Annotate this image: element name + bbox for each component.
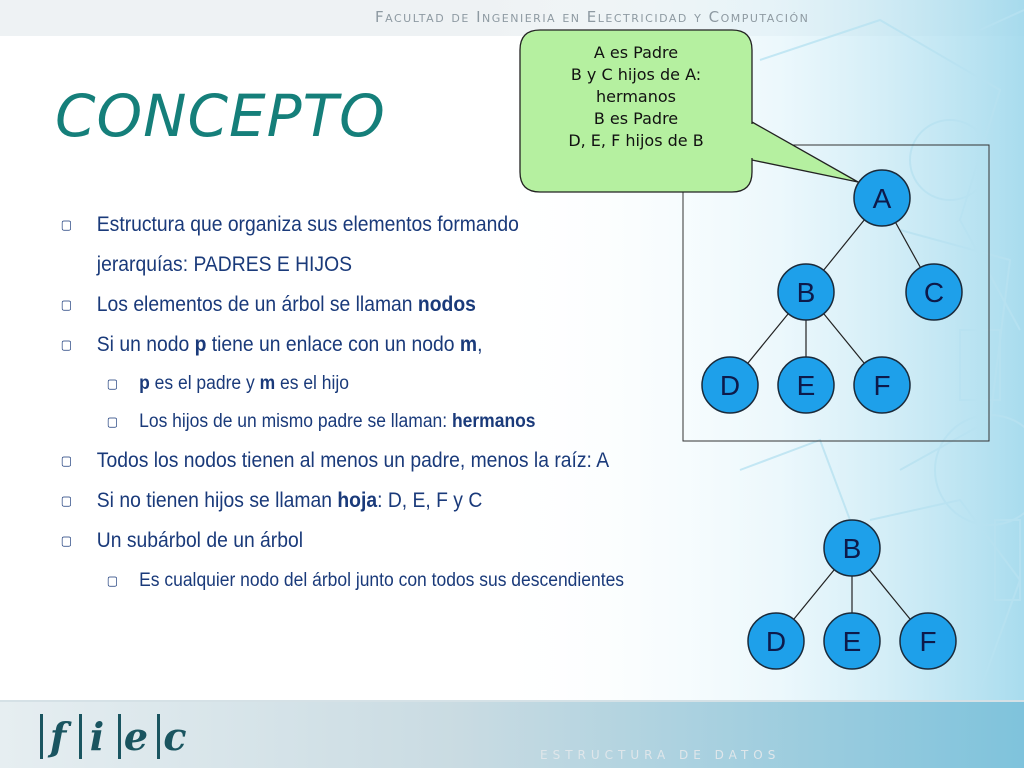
bold-term: hoja [337, 489, 378, 512]
text-run: Estructura que organiza sus elementos formando jerarquías: PADRES E HIJOS [96, 213, 519, 276]
callout-line: A es Padre [593, 43, 679, 62]
bullet-item [60, 325, 686, 365]
logo-letter: e [118, 714, 153, 759]
callout-line: B y C hijos de A: [570, 65, 702, 84]
text-run: es el hijo [275, 373, 350, 394]
slide-title: CONCEPTO [55, 82, 386, 150]
text-run: Un subárbol de un árbol [96, 529, 304, 552]
tree-node-a [854, 170, 910, 226]
bullet-item [60, 521, 686, 561]
sub-bullet-item [60, 403, 686, 441]
text-run: , [477, 333, 483, 356]
bold-term: m [459, 333, 478, 356]
node-label: F [919, 626, 937, 657]
bold-term: m [259, 373, 276, 394]
logo-letter: c [157, 714, 192, 759]
bullet-item [60, 285, 686, 325]
bold-term: p [139, 373, 150, 394]
tree-node-d [748, 613, 804, 669]
text-run: Los hijos de un mismo padre se llaman: [139, 411, 452, 432]
tree-node-b [824, 520, 880, 576]
callout-text [520, 30, 752, 192]
text-run: tiene un enlace con un nodo [206, 333, 460, 356]
logo-letter: i [79, 714, 114, 759]
node-label: D [765, 626, 787, 657]
tree-node-c [906, 264, 962, 320]
bullet-marker-icon: ▢ [106, 414, 119, 429]
faculty-header: Facultad de Ingenieria en Electricidad y Computación [375, 8, 810, 26]
tree-node-e [824, 613, 880, 669]
bullet-text [139, 411, 535, 432]
text-run: Es cualquier nodo del árbol junto con todos sus descendientes [139, 570, 625, 591]
bold-term: hermanos [451, 411, 536, 432]
bullet-text [97, 293, 476, 316]
node-label: B [842, 533, 862, 564]
bullet-marker-icon: ▢ [60, 217, 73, 232]
bold-term: nodos [417, 293, 476, 316]
callout-line: hermanos [596, 87, 676, 106]
bullet-text [97, 489, 482, 512]
node-label: A [872, 183, 892, 214]
sub-bullet-item [60, 365, 686, 403]
main-tree-nodes [702, 170, 962, 413]
node-label: B [796, 277, 816, 308]
text-run: es el padre y [149, 373, 260, 394]
text-run: Los elementos de un árbol se llaman [96, 293, 418, 316]
bullet-marker-icon: ▢ [106, 376, 119, 391]
bullet-text [139, 570, 624, 591]
bullet-item [60, 481, 686, 521]
text-run: Si no tienen hijos se llaman [96, 489, 338, 512]
sub-bullet-item [60, 561, 691, 601]
callout-line: D, E, F hijos de B [568, 131, 704, 150]
tree-node-b [778, 264, 834, 320]
bullet-marker-icon: ▢ [106, 573, 119, 588]
fiec-logo [40, 714, 196, 759]
bold-term: p [194, 333, 207, 356]
logo-letter: f [40, 714, 75, 759]
tree-node-f [900, 613, 956, 669]
bullet-text [97, 529, 303, 552]
bullet-marker-icon: ▢ [60, 453, 73, 468]
text-run: : D, E, F y C [377, 489, 483, 512]
course-name: ESTRUCTURA DE DATOS [540, 748, 781, 762]
bullet-item [60, 441, 686, 481]
bullet-marker-icon: ▢ [60, 493, 73, 508]
node-label: F [873, 370, 891, 401]
bullet-item [60, 205, 612, 285]
tree-node-f [854, 357, 910, 413]
node-label: E [796, 370, 816, 401]
bullet-text [97, 449, 609, 472]
node-label: C [923, 277, 945, 308]
bullet-list [60, 205, 740, 601]
bullet-text [97, 333, 483, 356]
node-label: D [719, 370, 741, 401]
text-run: Todos los nodos tienen al menos un padre, menos la raíz: A [96, 449, 610, 472]
tree-node-e [778, 357, 834, 413]
callout-line: B es Padre [593, 109, 679, 128]
bullet-text [97, 213, 519, 276]
node-label: E [842, 626, 862, 657]
bullet-text [139, 373, 349, 394]
bullet-marker-icon: ▢ [60, 297, 73, 312]
bullet-marker-icon: ▢ [60, 533, 73, 548]
text-run: Si un nodo [96, 333, 195, 356]
bullet-marker-icon: ▢ [60, 337, 73, 352]
